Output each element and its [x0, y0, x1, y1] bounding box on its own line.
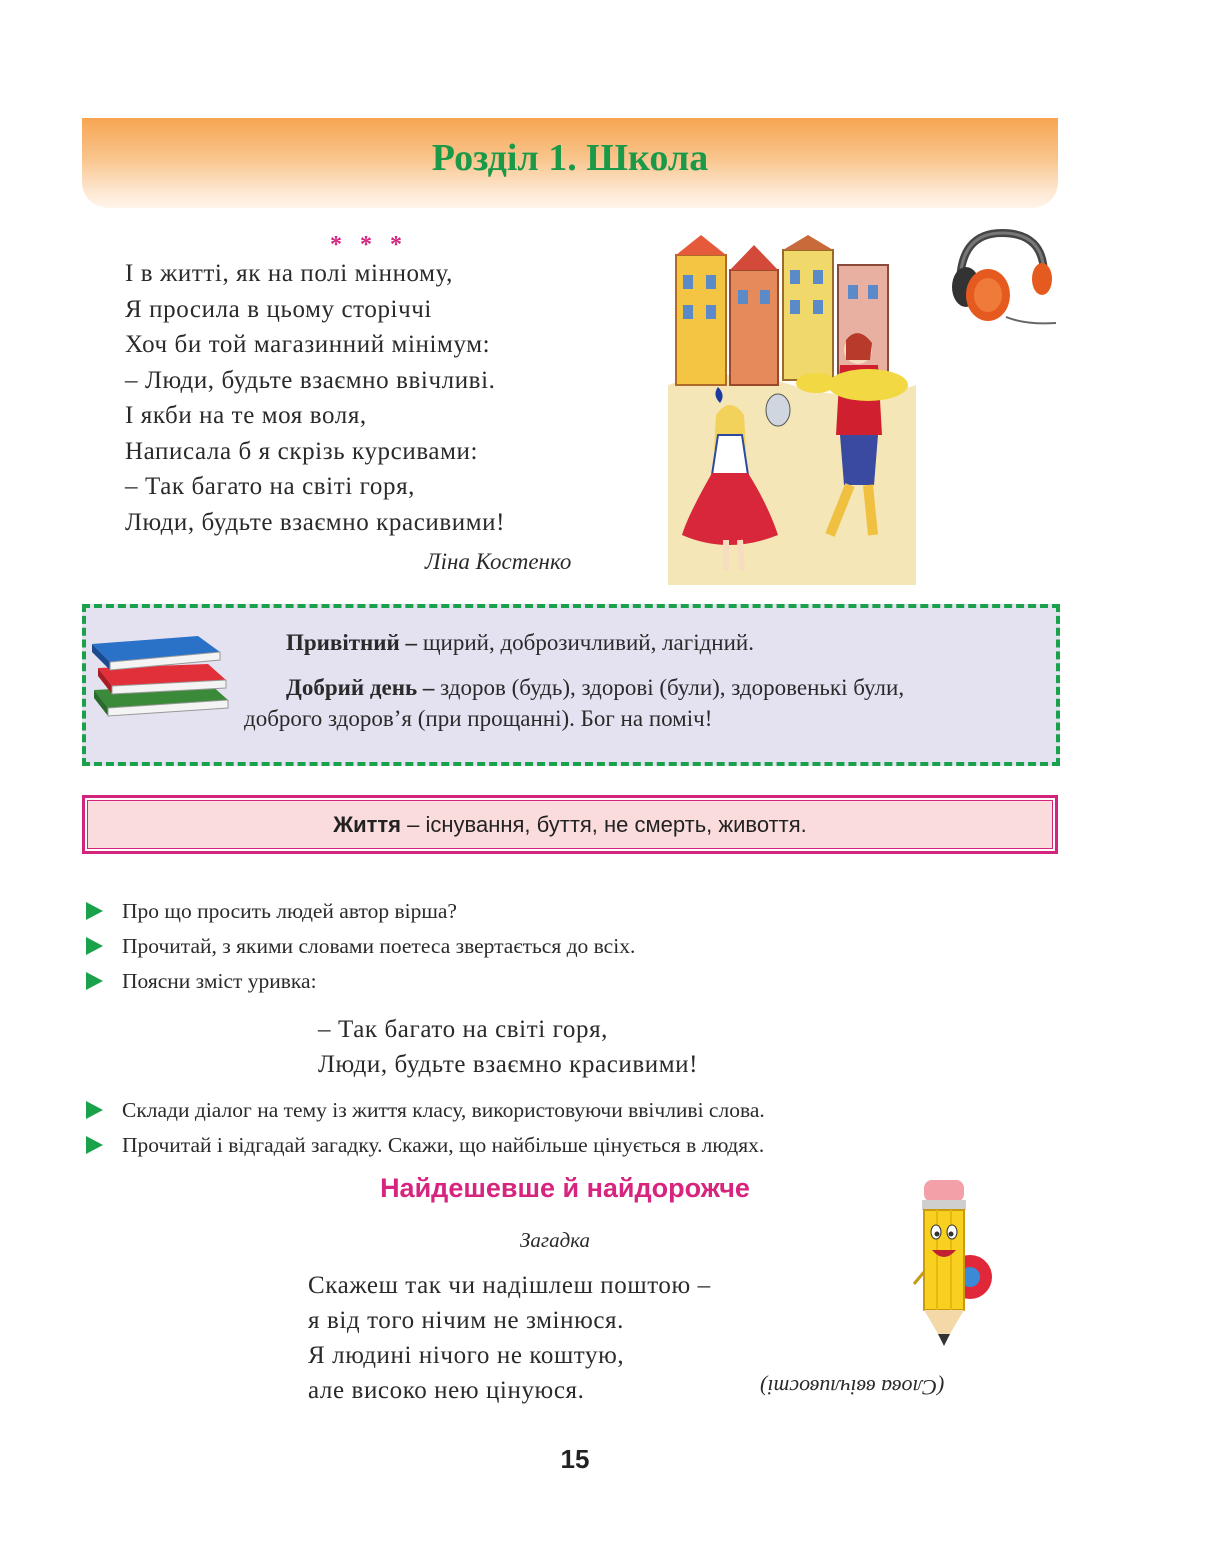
quote-line: – Так багато на світі горя, [318, 1016, 609, 1043]
triangle-bullet-icon [86, 1136, 103, 1154]
triangle-bullet-icon [86, 1101, 103, 1119]
word-definition: – існування, буття, не смерть, живоття. [401, 812, 807, 837]
definition-term: Привітний – [286, 630, 418, 655]
riddle-subtitle: Загадка [520, 1228, 591, 1252]
task-item [86, 899, 457, 924]
task-text: Прочитай, з якими словами поетеса звертається до всіх. [122, 934, 636, 958]
definition-continuation: доброго здоров’я (при прощанні). Бог на поміч! [244, 706, 713, 731]
definition-term: Добрий день – [286, 675, 435, 700]
definition-text: здоров (будь), здорові (були), здоровенькі були, [434, 675, 905, 700]
poem-line: Хоч би той магазинний мінімум: [125, 331, 491, 358]
triangle-bullet-icon [86, 937, 103, 955]
poem-line: І в житті, як на полі мінному, [125, 260, 454, 287]
task-text: Склади діалог на тему із життя класу, використовуючи ввічливі слова. [122, 1098, 765, 1122]
poem-line: – Люди, будьте взаємно ввічливі. [125, 366, 496, 394]
riddle-line: Я людині нічого не коштую, [308, 1342, 625, 1369]
section-title: Розділ 1. Школа [431, 137, 709, 179]
definition-item [286, 630, 754, 656]
poem-line: Люди, будьте взаємно красивими! [125, 508, 506, 536]
pencil-mascot-icon [910, 1172, 992, 1350]
poem-line: Написала б я скрізь курсивами: [125, 437, 479, 465]
poem-stars: * * * [330, 232, 408, 258]
page-number: 15 [560, 1444, 590, 1474]
task-item [86, 1098, 765, 1123]
task-text: Поясни зміст уривка: [122, 969, 317, 993]
task-item [86, 1133, 764, 1158]
riddle-line: я від того нічим не змінюся. [308, 1307, 625, 1334]
quote [318, 1012, 698, 1082]
poem-line: Я просила в цьому сторіччі [125, 295, 432, 323]
poem-line: І якби на те моя воля, [125, 402, 367, 429]
poem-line: – Так багато на світі горя, [125, 473, 416, 500]
definition-item [286, 675, 904, 701]
word-box-text [82, 798, 1058, 851]
headphones-icon [946, 225, 1058, 331]
task-item [86, 969, 317, 994]
triangle-bullet-icon [86, 902, 103, 920]
definition-text: щирий, доброзичливий, лагідний. [417, 630, 754, 655]
quote-line: Люди, будьте взаємно красивими! [318, 1051, 699, 1078]
poem [125, 256, 505, 540]
task-text: Про що просить людей автор вірша? [122, 899, 457, 923]
books-icon [88, 628, 234, 720]
riddle-text [308, 1268, 711, 1408]
word-term: Життя [333, 812, 402, 837]
riddle-title: Найдешевше й найдорожче [380, 1173, 750, 1203]
task-item [86, 934, 635, 959]
city-illustration [668, 235, 916, 585]
riddle-line: але високо нею цінуюся. [308, 1377, 585, 1404]
riddle-answer: (Слова ввічливості) [760, 1375, 945, 1400]
task-text: Прочитай і відгадай загадку. Скажи, що найбільше цінується в людях. [122, 1133, 765, 1157]
triangle-bullet-icon [86, 972, 103, 990]
riddle-line: Скажеш так чи надішлеш поштою – [308, 1272, 711, 1299]
poem-author: Ліна Костенко [425, 549, 572, 574]
